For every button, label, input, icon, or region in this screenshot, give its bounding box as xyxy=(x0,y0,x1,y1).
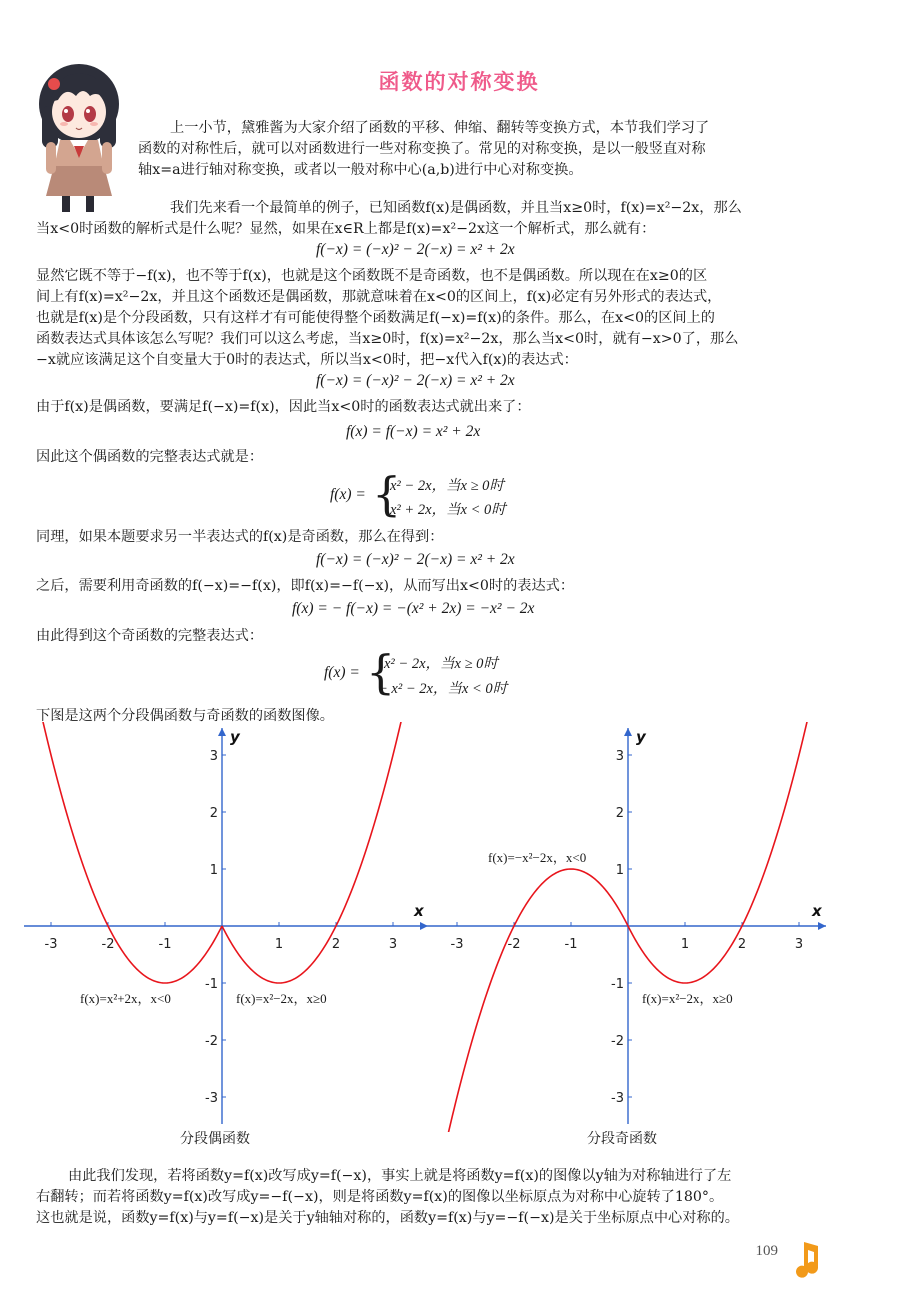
even-function-chart xyxy=(0,722,440,1132)
y-axis-label: y xyxy=(230,728,240,746)
para9: 下图是这两个分段偶函数与奇函数的函数图像。 xyxy=(36,708,334,724)
equation-3: f(x) = f(−x) = x² + 2x xyxy=(346,423,481,440)
intro-line-2: 函数的对称性后，就可以对函数进行一些对称变换了。常见的对称变换，是以一般竖直对称 xyxy=(138,141,706,157)
conclusion-line-1: 由此我们发现，若将函数y=f(x)改写成y=f(−x)，事实上就是将函数y=f(x)的图像以y轴为对称轴进行了左 xyxy=(68,1168,732,1184)
odd-left-branch-label: f(x)=−x²−2x，x<0 xyxy=(488,850,587,865)
even-piecewise-brace: { xyxy=(372,467,402,521)
equation-5: f(x) = − f(−x) = −(x² + 2x) = −x² − 2x xyxy=(292,600,535,617)
x-tick-label: 1 xyxy=(680,937,690,952)
odd-piecewise-case-1: x² − 2x，当x ≥ 0时 xyxy=(384,656,498,672)
x-axis-arrow xyxy=(818,922,826,930)
y-tick-label: 2 xyxy=(615,806,624,821)
y-tick-label: -2 xyxy=(611,1034,624,1049)
curve-series-1 xyxy=(628,722,810,983)
x-tick-label: 2 xyxy=(331,937,341,952)
even-piecewise-lhs: f(x) = xyxy=(330,486,366,503)
conclusion-line-2: 右翻转；而若将函数y=f(x)改写成y=−f(−x)，则是将函数y=f(x)的图像以坐标原点为对称中心旋转了180°。 xyxy=(36,1189,724,1205)
curve-series-0 xyxy=(440,869,628,1132)
curve-series-1 xyxy=(222,722,404,983)
x-tick-label: 2 xyxy=(737,937,747,952)
para6: 同理，如果本题要求另一半表达式的f(x)是奇函数，那么在得到： xyxy=(36,529,444,545)
x-tick-label: -2 xyxy=(507,937,521,952)
para7: 之后，需要利用奇函数的f(−x)=−f(x)，即f(x)=−f(−x)，从而写出x<0时的表达式： xyxy=(36,578,575,594)
y-tick-label: 3 xyxy=(615,749,624,764)
x-tick-label: -3 xyxy=(450,937,464,952)
y-tick-label: 1 xyxy=(209,863,218,878)
intro-line-1: 上一小节，黛雅酱为大家介绍了函数的平移、伸缩、翻转等变换方式，本节我们学习了 xyxy=(170,120,710,136)
para2-line-1: 我们先来看一个最简单的例子，已知函数f(x)是偶函数，并且当x≥0时，f(x)=x²−2x，那么 xyxy=(170,200,742,216)
even-chart-caption: 分段偶函数 xyxy=(180,1131,250,1147)
para2-line-2: 当x<0时函数的解析式是什么呢？显然，如果在x∈R上都是f(x)=x²−2x这一个解析式，那么就有： xyxy=(36,221,656,237)
equation-2: f(−x) = (−x)² − 2(−x) = x² + 2x xyxy=(316,372,515,389)
odd-piecewise-brace: { xyxy=(366,645,396,699)
even-piecewise-case-2: x² + 2x，当x < 0时 xyxy=(390,502,506,518)
y-axis-label: y xyxy=(636,728,646,746)
para3-line-5: −x就应该满足这个自变量大于0时的表达式，所以当x<0时，把−x代入f(x)的表达式： xyxy=(36,352,578,368)
y-tick-label: 2 xyxy=(209,806,218,821)
odd-function-chart xyxy=(420,722,840,1132)
x-tick-label: 3 xyxy=(794,937,804,952)
intro-line-3: 轴x=a进行轴对称变换，或者以一般对称中心(a,b)进行中心对称变换。 xyxy=(138,162,583,178)
equation-1: f(−x) = (−x)² − 2(−x) = x² + 2x xyxy=(316,241,515,258)
y-tick-label: -1 xyxy=(611,977,624,992)
y-tick-label: -2 xyxy=(205,1034,218,1049)
para4: 由于f(x)是偶函数，要满足f(−x)=f(x)，因此当x<0时的函数表达式就出来了： xyxy=(36,399,531,415)
para8: 由此得到这个奇函数的完整表达式： xyxy=(36,628,264,644)
even-left-branch-label: f(x)=x²+2x，x<0 xyxy=(80,991,171,1006)
conclusion-line-3: 这也就是说，函数y=f(x)与y=f(−x)是关于y轴轴对称的，函数y=f(x)与y=−f(−x)是关于坐标原点中心对称的。 xyxy=(36,1210,739,1226)
page-title: 函数的对称变换 xyxy=(378,70,540,94)
y-tick-label: -1 xyxy=(205,977,218,992)
para3-line-2: 间上有f(x)=x²−2x，并且这个函数还是偶函数，那就意味着在x<0的区间上，f(x)必定有另外形式的表达式， xyxy=(36,289,722,305)
x-tick-label: 1 xyxy=(274,937,284,952)
x-tick-label: -1 xyxy=(564,937,578,952)
odd-piecewise-lhs: f(x) = xyxy=(324,664,360,681)
odd-right-branch-label: f(x)=x²−2x，x≥0 xyxy=(642,991,733,1006)
x-tick-label: -3 xyxy=(44,937,58,952)
odd-chart-caption: 分段奇函数 xyxy=(587,1131,657,1147)
y-axis-arrow xyxy=(624,728,632,736)
even-piecewise-case-1: x² − 2x，当x ≥ 0时 xyxy=(390,478,504,494)
para5: 因此这个偶函数的完整表达式就是： xyxy=(36,449,264,465)
para3-line-1: 显然它既不等于−f(x)，也不等于f(x)，也就是这个函数既不是奇函数，也不是偶函数。所以现在在x≥0的区 xyxy=(36,268,708,284)
x-axis-label: x xyxy=(812,902,822,920)
x-tick-label: -2 xyxy=(101,937,115,952)
x-axis-label: x xyxy=(414,902,424,920)
y-tick-label: -3 xyxy=(205,1091,218,1106)
equation-4: f(−x) = (−x)² − 2(−x) = x² + 2x xyxy=(316,551,515,568)
y-tick-label: -3 xyxy=(611,1091,624,1106)
odd-piecewise-case-2: − x² − 2x，当x < 0时 xyxy=(378,681,508,697)
para3-line-4: 函数表达式具体该怎么写呢？我们可以这么考虑，当x≥0时，f(x)=x²−2x，那么当x<0时，就有−x>0了，那么 xyxy=(36,331,739,347)
even-right-branch-label: f(x)=x²−2x，x≥0 xyxy=(236,991,327,1006)
y-axis-arrow xyxy=(218,728,226,736)
y-tick-label: 3 xyxy=(209,749,218,764)
page-number: 109 xyxy=(755,1243,778,1259)
para3-line-3: 也就是f(x)是个分段函数，只有这样才有可能使得整个函数满足f(−x)=f(x)的条件。那么，在x<0的区间上的 xyxy=(36,310,715,326)
curve-series-0 xyxy=(40,722,222,983)
x-tick-label: -1 xyxy=(158,937,172,952)
music-note-icon xyxy=(796,1238,822,1282)
y-tick-label: 1 xyxy=(615,863,624,878)
x-tick-label: 3 xyxy=(388,937,398,952)
